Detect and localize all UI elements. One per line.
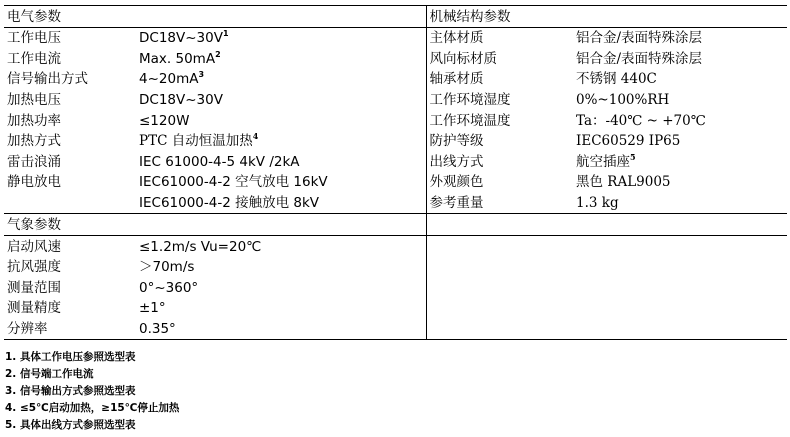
electrical-value: IEC61000-4-2 空气放电 16kV <box>136 172 426 193</box>
table-row <box>4 49 787 70</box>
mechanical-value: 铝合金/表面特殊涂层 <box>576 50 703 67</box>
footnote-ref: 2 <box>215 49 221 59</box>
electrical-value: Max. $50mA^2$ <box>136 49 426 70</box>
spec-table <box>4 5 787 340</box>
electrical-value: IEC61000-4-2 接触放电 8kV <box>136 193 426 214</box>
footnote: 1. 具体工作电压参照选型表 <box>5 351 136 363</box>
meteorological-value: 0°~360° <box>136 278 426 299</box>
meteorological-header: 气象参数 <box>4 214 426 236</box>
footnote: 5. 具体出线方式参照选型表 <box>5 419 136 431</box>
mechanical-value: 航空插座$^5$ <box>576 151 636 170</box>
electrical-label: 加热电压 <box>7 92 61 109</box>
mechanical-value: IEC60529 IP65 <box>576 133 681 150</box>
mechanical-value: 铝合金/表面特殊涂层 <box>576 30 703 47</box>
footnotes <box>5 349 605 434</box>
electrical-label: 加热方式 <box>7 133 61 150</box>
footnote-ref: 4 <box>252 131 259 142</box>
meteorological-label: 启动风速 <box>7 238 61 255</box>
meteorological-value: ±1° <box>136 298 426 319</box>
table-row <box>4 28 787 49</box>
electrical-label <box>4 193 136 214</box>
electrical-value: ≤120W <box>136 110 426 131</box>
footnote: 4. ≤5℃启动加热，≥15℃停止加热 <box>5 402 180 414</box>
table-row <box>4 131 787 152</box>
mechanical-header: 机械结构参数 <box>426 6 787 28</box>
electrical-label: 工作电流 <box>7 50 61 67</box>
mechanical-value: Ta：-40℃ ~ +70℃ <box>576 112 706 129</box>
mechanical-label: 工作环境温度 <box>429 112 511 129</box>
mechanical-value: 不锈钢 440C <box>576 71 657 88</box>
meteorological-label: 测量精度 <box>7 300 61 317</box>
table-row <box>4 110 787 131</box>
table-row <box>4 193 787 214</box>
mechanical-value: 0%~100%RH <box>576 92 670 109</box>
footnote-ref: 3 <box>198 70 205 80</box>
meteorological-value: ＞70m/s <box>136 257 426 278</box>
mechanical-label: 参考重量 <box>429 195 484 212</box>
table-row <box>4 236 787 257</box>
footnote-ref: 1 <box>222 29 229 39</box>
table-row <box>4 278 787 299</box>
mechanical-label: 轴承材质 <box>429 71 484 88</box>
mechanical-label: 主体材质 <box>429 30 484 47</box>
electrical-value: $DC18V\sim 30V^1$ <box>136 28 426 49</box>
meteorological-value: 0.35° <box>136 319 426 340</box>
table-row <box>4 319 787 340</box>
electrical-label: 静电放电 <box>7 174 61 191</box>
table-row <box>4 298 787 319</box>
footnote-ref: 5 <box>630 151 636 162</box>
mechanical-label: 外观颜色 <box>429 174 484 191</box>
section-header-row <box>4 6 787 28</box>
electrical-label: 加热功率 <box>7 112 61 129</box>
table-row <box>4 69 787 90</box>
table-row <box>4 90 787 111</box>
section-header-row <box>4 214 787 236</box>
footnote: 2. 信号端工作电流 <box>5 368 94 380</box>
electrical-header: 电气参数 <box>4 6 426 28</box>
mechanical-label: 出线方式 <box>429 153 484 170</box>
table-row <box>4 257 787 278</box>
electrical-label: 雷击浪涌 <box>7 153 61 170</box>
meteorological-label: 分辨率 <box>4 319 136 340</box>
table-row <box>4 172 787 193</box>
mechanical-label: 风向标材质 <box>429 50 497 67</box>
mechanical-label: 工作环境湿度 <box>429 92 511 109</box>
footnote: 3. 信号输出方式参照选型表 <box>5 385 136 397</box>
table-row <box>4 152 787 173</box>
mechanical-label: 防护等级 <box>429 133 484 150</box>
electrical-label: 工作电压 <box>7 30 61 47</box>
meteorological-label: 抗风强度 <box>7 259 61 276</box>
electrical-value: IEC 61000-4-5 4kV /2kA <box>136 152 426 173</box>
mechanical-value: 1.3 kg <box>576 195 619 212</box>
mechanical-value: 黑色 RAL9005 <box>576 174 671 191</box>
meteorological-value: ≤1.2m/s Vu=20℃ <box>136 236 426 257</box>
electrical-value: PTC 自动恒温加热$^4$ <box>136 131 426 152</box>
electrical-value: $4\sim 20mA^3$ <box>136 69 426 90</box>
electrical-value: DC18V~30V <box>136 90 426 111</box>
meteorological-label: 测量范围 <box>7 279 61 296</box>
electrical-label: 信号输出方式 <box>7 71 88 88</box>
